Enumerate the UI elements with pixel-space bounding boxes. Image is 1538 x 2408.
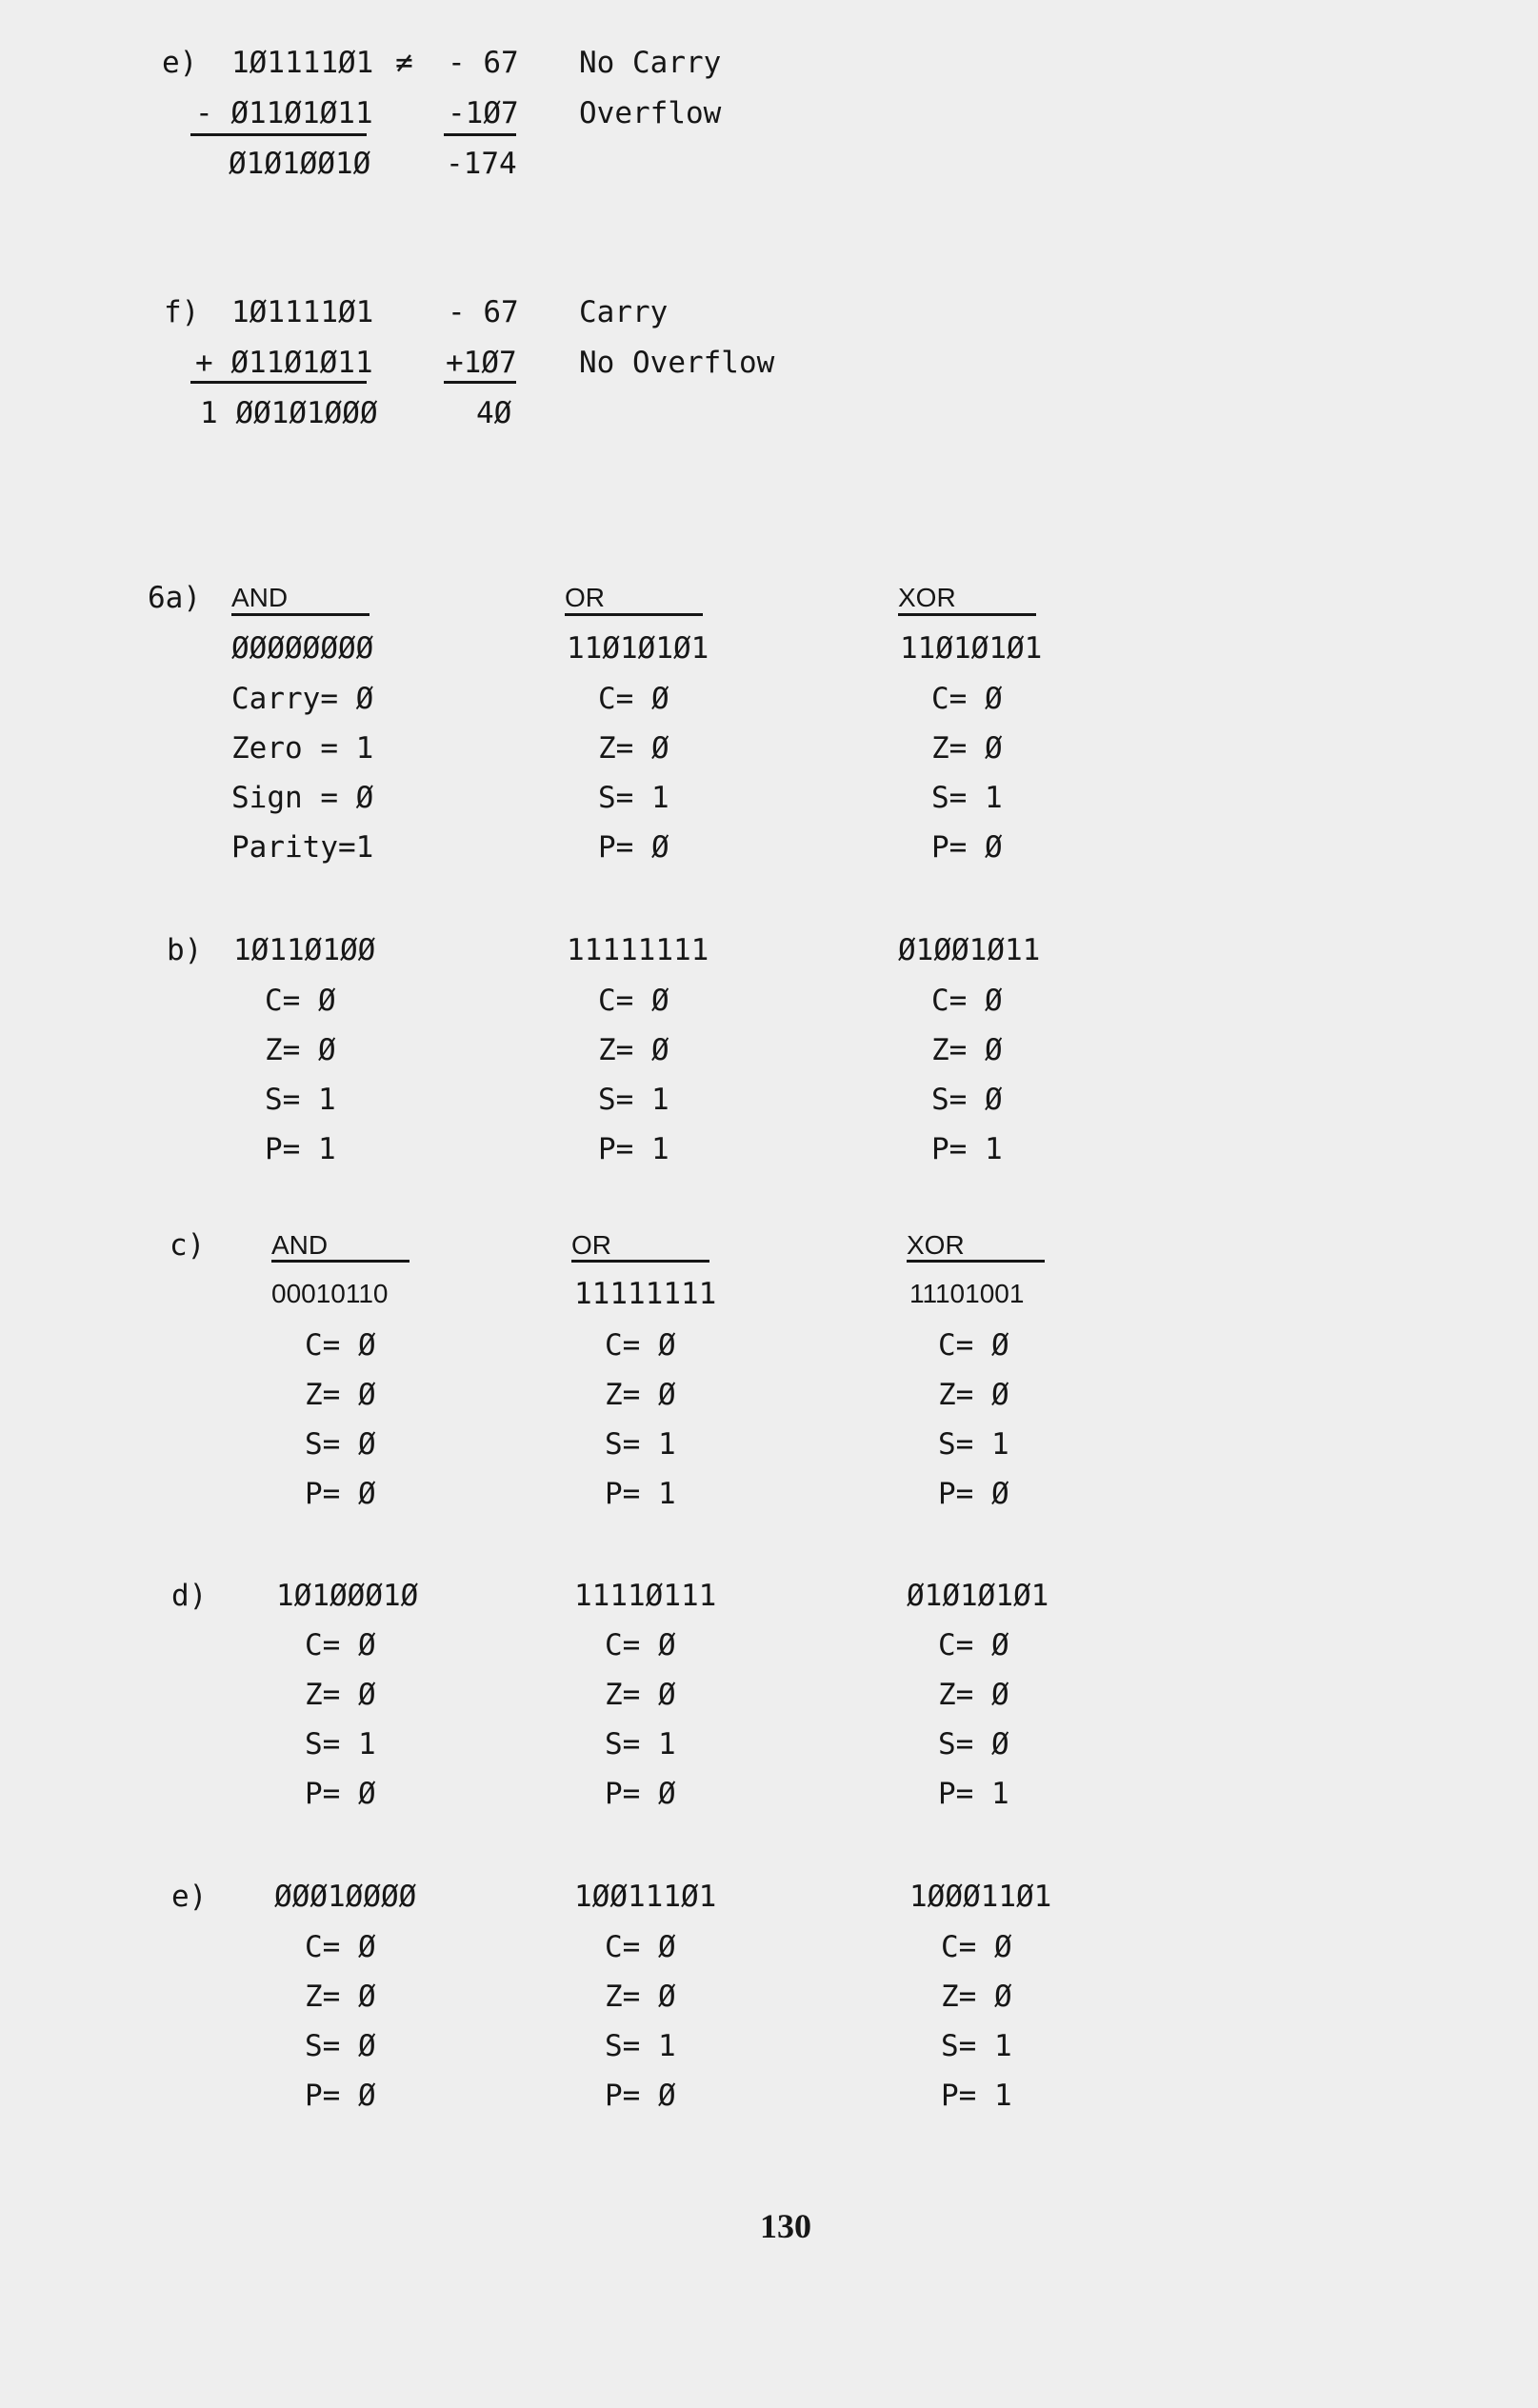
- zero-flag: Zero = 1: [231, 731, 374, 766]
- problem-5e-label: e): [162, 46, 198, 80]
- zero-flag: Z= Ø: [941, 1980, 1012, 2014]
- problem-5e-dec1: - 67: [448, 46, 519, 80]
- problem-5e-dec-result: -174: [446, 147, 517, 181]
- sign-flag: S= 1: [598, 781, 669, 815]
- header-underline: [271, 1260, 409, 1263]
- or-result: 11111111: [567, 933, 709, 967]
- carry-flag: C= Ø: [265, 984, 336, 1018]
- or-result: 1ØØ111Ø1: [574, 1880, 717, 1914]
- xor-result: Ø1ØØ1Ø11: [898, 933, 1041, 967]
- problem-5f-result: 1 ØØ1Ø1ØØØ: [200, 396, 378, 430]
- header-underline: [898, 613, 1036, 616]
- header-underline: [231, 613, 370, 616]
- sign-flag: S= Ø: [305, 1427, 376, 1462]
- xor-result: 11Ø1Ø1Ø1: [900, 631, 1043, 666]
- carry-flag: C= Ø: [931, 682, 1003, 716]
- parity-flag: P= 1: [265, 1132, 336, 1166]
- zero-flag: Z= Ø: [305, 1678, 376, 1712]
- problem-5f-dec1: - 67: [448, 295, 519, 329]
- and-result: 1Ø1ØØØ1Ø: [276, 1579, 419, 1613]
- sign-flag: S= 1: [265, 1083, 336, 1117]
- parity-flag: P= Ø: [931, 830, 1003, 865]
- or-header: OR: [565, 583, 605, 612]
- page-number: 130: [760, 2207, 811, 2245]
- problem-5e-flag1: No Carry: [579, 46, 722, 80]
- sign-flag: S= Ø: [305, 2029, 376, 2063]
- sign-flag: S= 1: [605, 1427, 676, 1462]
- parity-flag: P= Ø: [305, 2079, 376, 2113]
- problem-6d-label: d): [171, 1579, 208, 1613]
- problem-6e-label: e): [171, 1880, 208, 1914]
- problem-5e-flag2: Overflow: [579, 96, 722, 130]
- problem-5f-operand1: 1Ø1111Ø1: [231, 295, 374, 329]
- header-underline: [571, 1260, 709, 1263]
- zero-flag: Z= Ø: [931, 731, 1003, 766]
- problem-5f-flag1: Carry: [579, 295, 669, 329]
- xor-result: Ø1Ø1Ø1Ø1: [907, 1579, 1049, 1613]
- sign-flag: S= 1: [941, 2029, 1012, 2063]
- parity-flag: P= Ø: [305, 1777, 376, 1811]
- zero-flag: Z= Ø: [305, 1980, 376, 2014]
- carry-flag: C= Ø: [605, 1930, 676, 1964]
- header-underline: [565, 613, 703, 616]
- sum-rule: [190, 381, 367, 384]
- or-result: 11Ø1Ø1Ø1: [567, 631, 709, 666]
- carry-flag: C= Ø: [305, 1930, 376, 1964]
- xor-header: XOR: [898, 583, 956, 612]
- carry-flag: C= Ø: [305, 1628, 376, 1662]
- carry-flag: C= Ø: [938, 1628, 1009, 1662]
- zero-flag: Z= Ø: [938, 1678, 1009, 1712]
- zero-flag: Z= Ø: [605, 1980, 676, 2014]
- carry-flag: C= Ø: [931, 984, 1003, 1018]
- parity-flag: P= Ø: [605, 1777, 676, 1811]
- carry-flag: Carry= Ø: [231, 682, 374, 716]
- parity-flag: P= Ø: [605, 2079, 676, 2113]
- parity-flag: P= 1: [938, 1777, 1009, 1811]
- xor-result: 11101001: [909, 1279, 1025, 1308]
- problem-5f-flag2: No Overflow: [579, 346, 775, 380]
- parity-flag: P= 1: [931, 1132, 1003, 1166]
- parity-flag: P= Ø: [598, 830, 669, 865]
- sum-rule: [444, 133, 516, 136]
- carry-flag: C= Ø: [305, 1328, 376, 1363]
- carry-flag: C= Ø: [938, 1328, 1009, 1363]
- problem-5f-dec-result: 4Ø: [476, 396, 512, 430]
- carry-flag: C= Ø: [605, 1328, 676, 1363]
- problem-5e-dec2: -1Ø7: [448, 96, 519, 130]
- sign-flag: S= 1: [605, 2029, 676, 2063]
- or-result: 11111111: [574, 1277, 717, 1311]
- sum-rule: [190, 133, 367, 136]
- and-result: ØØØØØØØØ: [231, 631, 374, 666]
- problem-6a-label: 6a): [148, 581, 201, 615]
- and-result: 00010110: [271, 1279, 389, 1308]
- zero-flag: Z= Ø: [938, 1378, 1009, 1412]
- sign-flag: S= 1: [931, 781, 1003, 815]
- not-equal-symbol: ≠: [395, 46, 413, 80]
- and-result: 1Ø11Ø1ØØ: [233, 933, 376, 967]
- zero-flag: Z= Ø: [931, 1033, 1003, 1067]
- zero-flag: Z= Ø: [605, 1378, 676, 1412]
- sign-flag: S= Ø: [931, 1083, 1003, 1117]
- parity-flag: P= 1: [941, 2079, 1012, 2113]
- problem-5f-label: f): [164, 295, 200, 329]
- problem-6b-label: b): [167, 933, 203, 967]
- problem-6c-label: c): [170, 1228, 206, 1263]
- header-underline: [907, 1260, 1045, 1263]
- problem-5f-dec2: +1Ø7: [446, 346, 517, 380]
- zero-flag: Z= Ø: [265, 1033, 336, 1067]
- problem-5e-result: Ø1Ø1ØØ1Ø: [229, 147, 371, 181]
- problem-5e-operand2: - Ø11Ø1Ø11: [195, 96, 373, 130]
- parity-flag: P= Ø: [305, 1477, 376, 1511]
- parity-flag: Parity=1: [231, 830, 374, 865]
- sum-rule: [444, 381, 516, 384]
- and-header: AND: [231, 583, 289, 612]
- zero-flag: Z= Ø: [305, 1378, 376, 1412]
- or-result: 1111Ø111: [574, 1579, 717, 1613]
- carry-flag: C= Ø: [605, 1628, 676, 1662]
- problem-5f-operand2: + Ø11Ø1Ø11: [195, 346, 373, 380]
- xor-header: XOR: [907, 1230, 965, 1260]
- zero-flag: Z= Ø: [598, 1033, 669, 1067]
- xor-result: 1ØØØ11Ø1: [909, 1880, 1052, 1914]
- zero-flag: Z= Ø: [605, 1678, 676, 1712]
- zero-flag: Z= Ø: [598, 731, 669, 766]
- and-result: ØØØ1ØØØØ: [274, 1880, 417, 1914]
- parity-flag: P= 1: [605, 1477, 676, 1511]
- problem-5e-operand1: 1Ø1111Ø1: [231, 46, 374, 80]
- sign-flag: Sign = Ø: [231, 781, 374, 815]
- carry-flag: C= Ø: [598, 682, 669, 716]
- sign-flag: S= Ø: [938, 1727, 1009, 1761]
- parity-flag: P= 1: [598, 1132, 669, 1166]
- carry-flag: C= Ø: [941, 1930, 1012, 1964]
- carry-flag: C= Ø: [598, 984, 669, 1018]
- parity-flag: P= Ø: [938, 1477, 1009, 1511]
- or-header: OR: [571, 1230, 611, 1260]
- sign-flag: S= 1: [598, 1083, 669, 1117]
- and-header: AND: [271, 1230, 329, 1260]
- sign-flag: S= 1: [938, 1427, 1009, 1462]
- sign-flag: S= 1: [305, 1727, 376, 1761]
- sign-flag: S= 1: [605, 1727, 676, 1761]
